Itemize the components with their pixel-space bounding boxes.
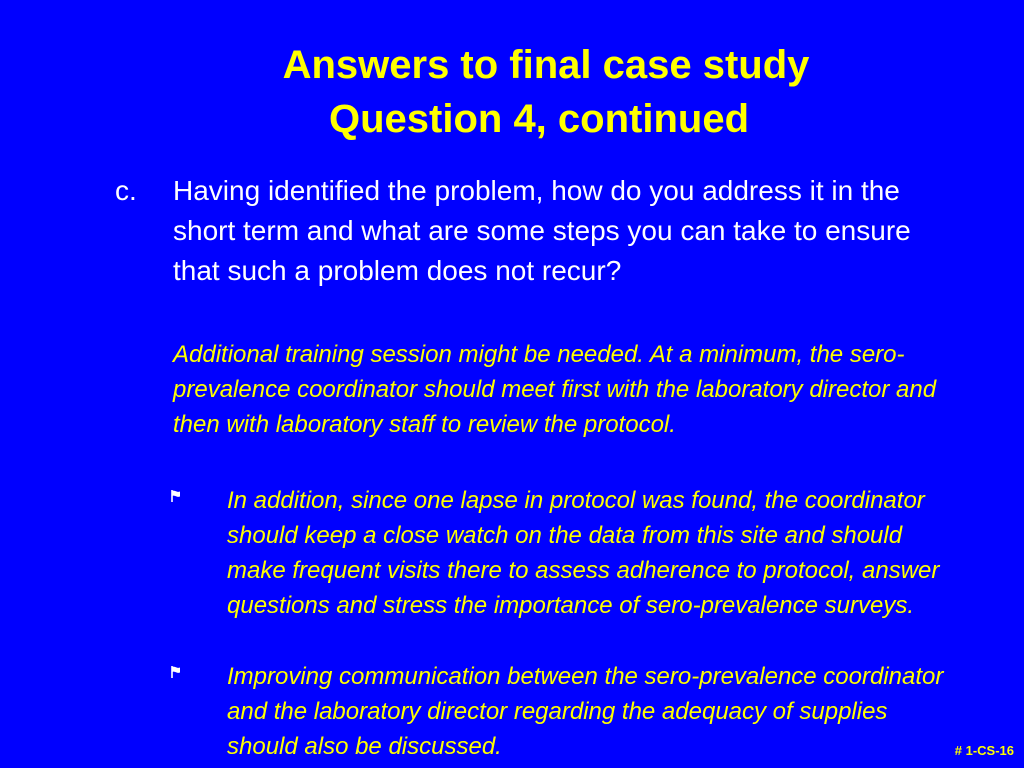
bullet-text: Improving communication between the sero-prevalence coordinator and the laboratory director regarding the adequacy of supplies should also be discussed.: [227, 663, 944, 760]
slide-number: # 1-CS-16: [954, 743, 1014, 758]
slide-title: Answers to final case study: [282, 43, 810, 87]
answer-text: Additional training session might be needed. At a minimum, the sero-prevalence coordinator should meet first with the laboratory director and then with laboratory staff to review the protocol.: [173, 341, 937, 438]
question-text: Having identified the problem, how do you address it in the short term and what are some steps you can take to ensure that such a problem does not recur?: [173, 175, 911, 286]
question-marker: c.: [115, 175, 137, 206]
slide-subtitle: Question 4, continued: [328, 97, 750, 141]
flag-icon: [168, 665, 182, 679]
bullet-text: In addition, since one lapse in protocol was found, the coordinator should keep a close watch on the data from this site and should make frequent visits there to assess adherence to protocol, answer questions and stress the importance of sero-prevalence surveys.: [227, 487, 940, 619]
flag-icon: [168, 489, 182, 503]
